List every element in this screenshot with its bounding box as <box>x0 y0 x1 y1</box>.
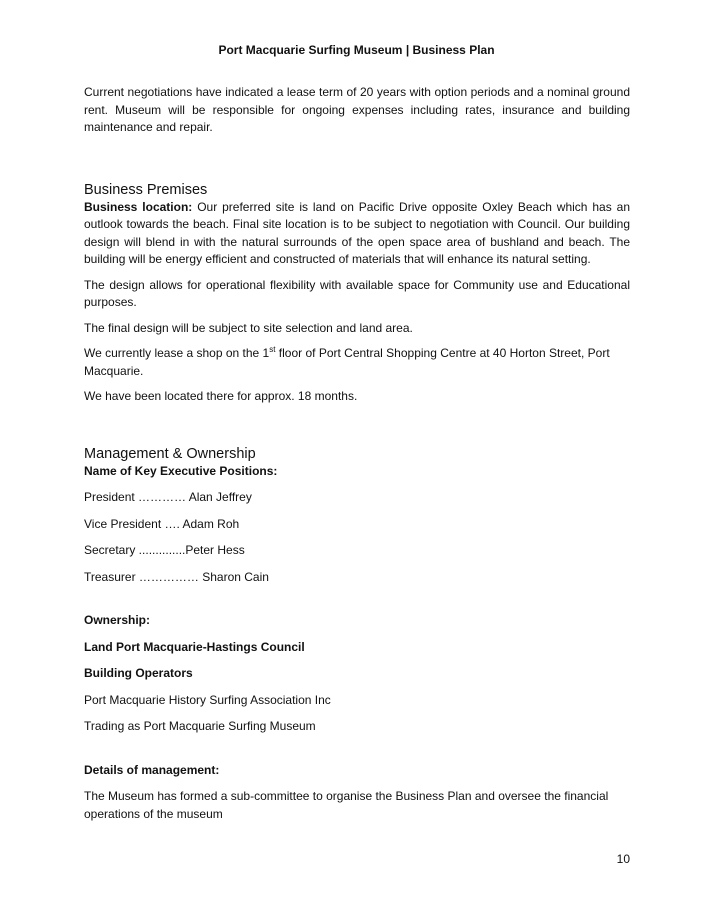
lease-intro-paragraph: Current negotiations have indicated a lease term of 20 years with option periods and a nominal ground rent. Museum will be responsible for ongoing expenses including rates, insurance and building maintenance and repair. <box>84 85 630 134</box>
current-lease-paragraph <box>84 345 630 380</box>
position-treasurer: Treasurer …………… Sharon Cain <box>84 569 269 584</box>
position-president: President ………… Alan Jeffrey <box>84 490 252 504</box>
business-location-text: Our preferred site is land on Pacific Drive opposite Oxley Beach which has an outlook towards the beach. Final site location is to be subject to negotiation with Council. Our building design will blend in with the natural surrounds of the open space area of bushland and beach. The building will be energy efficient and constructed of materials that will enhance its natural setting. <box>84 199 631 266</box>
association-text: Port Macquarie History Surfing Association Inc <box>84 692 331 707</box>
key-positions-label: Name of Key Executive Positions: <box>84 463 278 478</box>
current-lease-prefix: We currently lease a shop on the 1 <box>84 346 270 360</box>
management-ownership-heading: Management & Ownership <box>84 445 256 462</box>
details-management-text: The Museum has formed a sub-committee to organise the Business Plan and oversee the financial operations of the museum <box>84 789 609 821</box>
business-premises-heading: Business Premises <box>84 181 208 198</box>
page-header-title: Port Macquarie Surfing Museum | Business Plan <box>218 43 495 57</box>
land-owner-text: Land Port Macquarie-Hastings Council <box>84 639 305 654</box>
ordinal-superscript: st <box>269 345 276 354</box>
position-secretary: Secretary ..............Peter Hess <box>84 543 245 557</box>
business-location-paragraph <box>84 199 630 269</box>
page-number: 10 <box>616 852 630 866</box>
details-management-label: Details of management: <box>84 762 220 777</box>
position-vice-president: Vice President …. Adam Roh <box>84 516 240 531</box>
design-flexibility-paragraph: The design allows for operational flexibility with available space for Community use and Educational purposes. <box>84 277 630 309</box>
spacer <box>84 137 630 181</box>
building-operators-label: Building Operators <box>84 666 193 680</box>
page-content <box>84 84 630 823</box>
location-duration-paragraph: We have been located there for approx. 18 months. <box>84 389 358 403</box>
final-design-paragraph: The final design will be subject to site selection and land area. <box>84 320 413 335</box>
trading-name-text: Trading as Port Macquarie Surfing Museum <box>84 719 316 733</box>
current-lease-suffix: floor of Port Central Shopping Centre at 40 Horton Street, Port Macquarie. <box>84 346 610 378</box>
business-location-label: Business location: <box>84 199 193 214</box>
ownership-label: Ownership: <box>84 613 151 627</box>
